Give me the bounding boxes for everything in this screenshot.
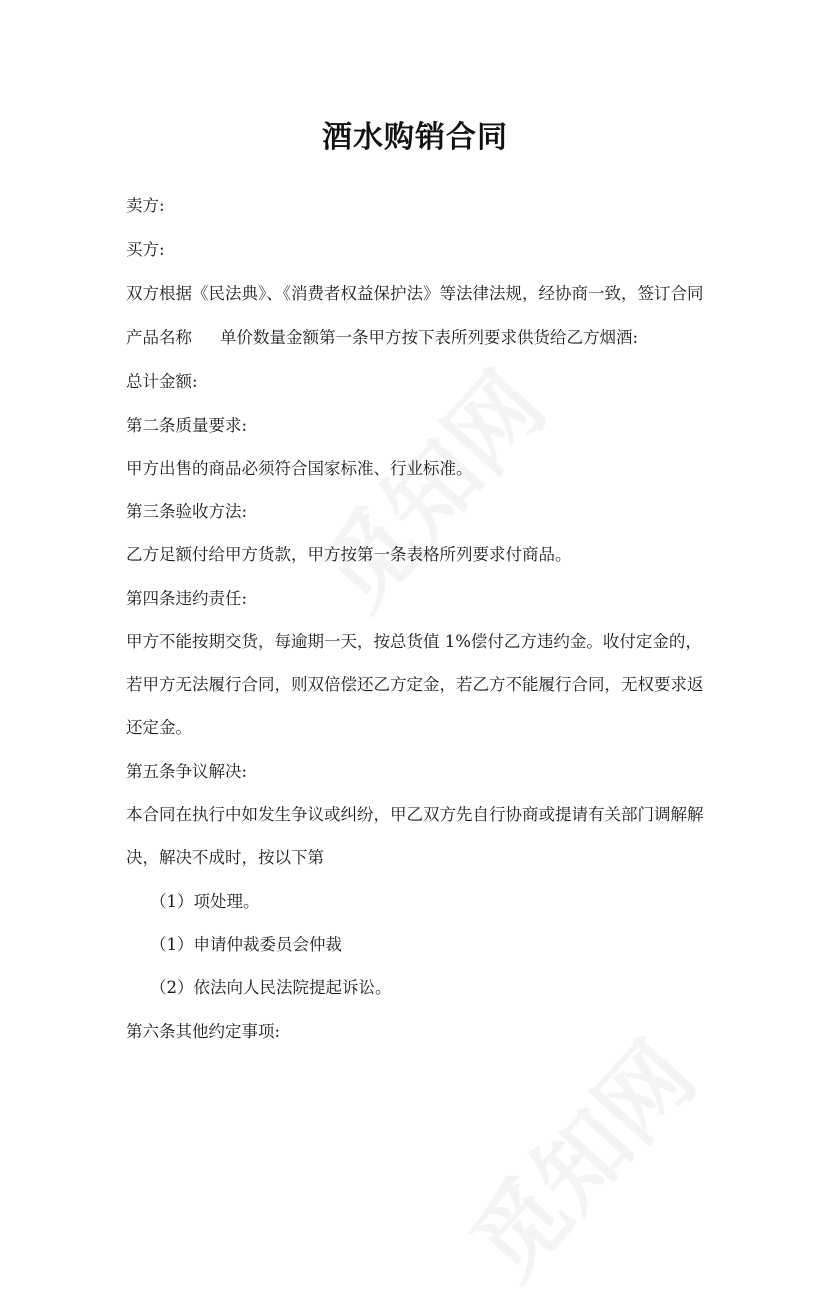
article-3-heading: 第三条验收方法: xyxy=(126,502,248,521)
article-5-text-line: 本合同在执行中如发生争议或纠纷，甲乙双方先自行协商或提请有关部门调解解 xyxy=(126,805,704,824)
article-5-option: （2）依法向人民法院提起诉讼。 xyxy=(150,978,392,997)
article-5-option: （1）项处理。 xyxy=(150,892,260,911)
buyer-line: 买方: xyxy=(126,240,165,259)
preamble-line: 双方根据《民法典》、《消费者权益保护法》等法律法规，经协商一致，签订合同 xyxy=(126,284,704,303)
article-5-option: （1）申请仲裁委员会仲裁 xyxy=(150,935,342,954)
product-table-header xyxy=(126,326,638,350)
article-2-text: 甲方出售的商品必须符合国家标准、行业标准。 xyxy=(126,459,473,478)
document-title: 酒水购销合同 xyxy=(322,120,508,155)
article-3-text: 乙方足额付给甲方货款，甲方按第一条表格所列要求付商品。 xyxy=(126,545,572,564)
product-name-label: 产品名称 xyxy=(126,328,192,347)
watermark xyxy=(437,1009,720,1302)
article-1-text: 单价数量金额第一条甲方按下表所列要求供货给乙方烟酒: xyxy=(220,328,639,347)
article-6-heading: 第六条其他约定事项: xyxy=(126,1022,281,1041)
article-5-heading: 第五条争议解决: xyxy=(126,762,248,781)
article-4-text-line: 若甲方无法履行合同，则双倍偿还乙方定金，若乙方不能履行合同，无权要求返 xyxy=(126,675,704,694)
article-5-text-line: 决，解决不成时，按以下第 xyxy=(126,848,324,867)
total-amount-line: 总计金额: xyxy=(126,372,198,391)
article-4-text-line: 甲方不能按期交货，每逾期一天，按总货值 1%偿付乙方违约金。收付定金的， xyxy=(126,632,702,651)
watermark xyxy=(287,339,570,632)
article-2-heading: 第二条质量要求: xyxy=(126,416,248,435)
seller-line: 卖方: xyxy=(126,196,165,215)
article-4-text-line: 还定金。 xyxy=(126,718,192,737)
article-4-heading: 第四条违约责任: xyxy=(126,589,248,608)
